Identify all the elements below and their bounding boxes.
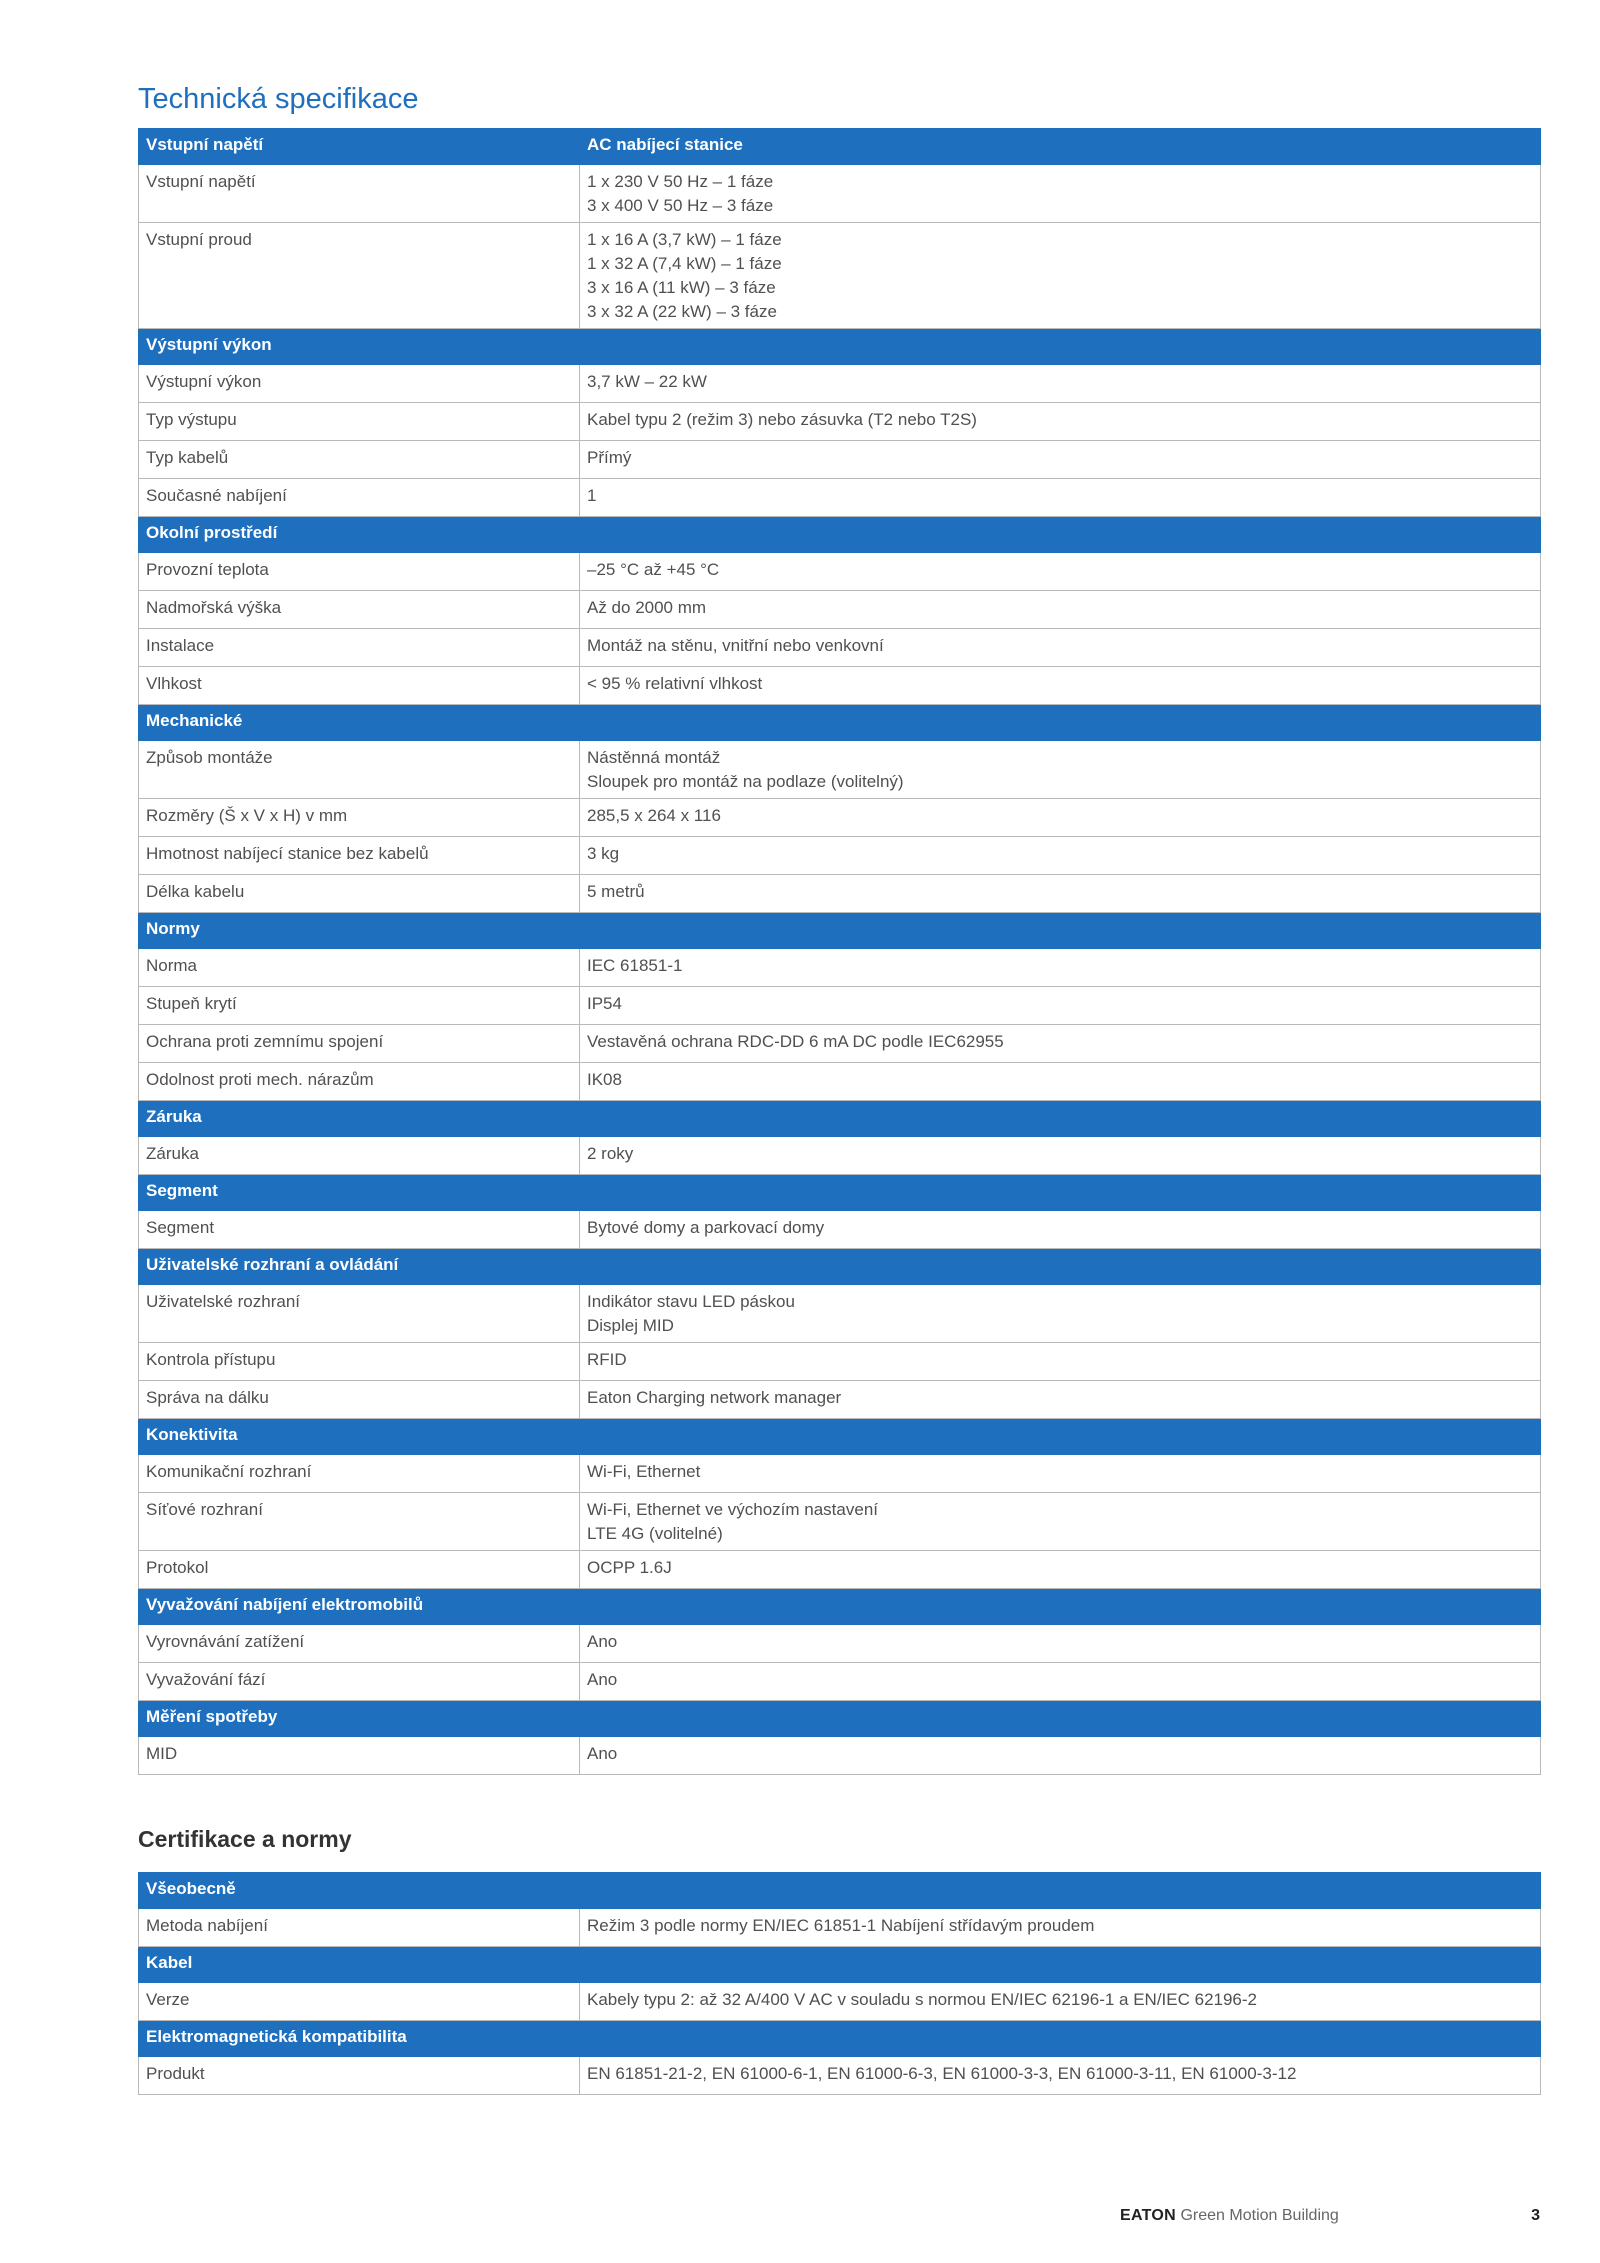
table-row — [139, 1285, 1541, 1343]
row-label: Vlhkost — [139, 667, 580, 705]
row-value-line: 5 metrů — [587, 882, 645, 901]
footer-product: Green Motion Building — [1180, 2207, 1339, 2224]
section-header: Kabel — [139, 1947, 580, 1983]
row-value — [580, 165, 1541, 223]
row-value — [580, 1381, 1541, 1419]
section-header-value — [580, 517, 1541, 553]
table-row — [139, 741, 1541, 799]
row-value-line: Indikátor stavu LED páskou — [587, 1292, 795, 1311]
section-header: Normy — [139, 913, 580, 949]
row-label: Metoda nabíjení — [139, 1909, 580, 1947]
row-label: Současné nabíjení — [139, 479, 580, 517]
table-row — [139, 1493, 1541, 1551]
row-value-line: Wi-Fi, Ethernet ve výchozím nastavení — [587, 1500, 878, 1519]
table-row — [139, 1983, 1541, 2021]
spec-table — [138, 128, 1541, 1775]
section-header: Vyvažování nabíjení elektromobilů — [139, 1589, 580, 1625]
row-value-line: Přímý — [587, 448, 632, 467]
section-header-row — [139, 329, 1541, 365]
table-row — [139, 987, 1541, 1025]
row-value-line: 1 x 230 V 50 Hz – 1 fáze — [587, 172, 774, 191]
row-value-line: –25 °C až +45 °C — [587, 560, 720, 579]
table-row — [139, 629, 1541, 667]
row-label: Výstupní výkon — [139, 365, 580, 403]
table-row — [139, 875, 1541, 913]
table-row — [139, 441, 1541, 479]
section-header: Elektromagnetická kompatibilita — [139, 2021, 580, 2057]
row-label: Instalace — [139, 629, 580, 667]
row-value-line: 1 x 32 A (7,4 kW) – 1 fáze — [587, 254, 782, 273]
row-label: Hmotnost nabíjecí stanice bez kabelů — [139, 837, 580, 875]
section-header-row — [139, 1175, 1541, 1211]
row-value-line: 1 — [587, 486, 597, 505]
row-value-line: Nástěnná montáž — [587, 748, 721, 767]
row-value-line: IEC 61851-1 — [587, 956, 683, 975]
row-value-line: Režim 3 podle normy EN/IEC 61851-1 Nabíjení střídavým proudem — [587, 1916, 1095, 1935]
footer-brand: EATON — [1120, 2207, 1177, 2224]
table-row — [139, 1063, 1541, 1101]
section-header-row — [139, 129, 1541, 165]
row-label: Ochrana proti zemnímu spojení — [139, 1025, 580, 1063]
section-header-row — [139, 1419, 1541, 1455]
row-label: Nadmořská výška — [139, 591, 580, 629]
row-label: MID — [139, 1737, 580, 1775]
row-value-line: RFID — [587, 1350, 627, 1369]
row-value-line: 3,7 kW – 22 kW — [587, 372, 707, 391]
table-row — [139, 1137, 1541, 1175]
row-value — [580, 591, 1541, 629]
table-row — [139, 365, 1541, 403]
row-value — [580, 553, 1541, 591]
section-header-value: AC nabíjecí stanice — [580, 129, 1541, 165]
row-value-line: Ano — [587, 1632, 618, 1651]
table-row — [139, 553, 1541, 591]
row-value-line: Ano — [587, 1744, 618, 1763]
row-value — [580, 1625, 1541, 1663]
table-row — [139, 1551, 1541, 1589]
row-value-line: IK08 — [587, 1070, 622, 1089]
section-header-value — [580, 1419, 1541, 1455]
table-row — [139, 1625, 1541, 1663]
table-row — [139, 2057, 1541, 2095]
table-row — [139, 591, 1541, 629]
row-label: Vstupní proud — [139, 223, 580, 329]
row-value-line: 3 x 16 A (11 kW) – 3 fáze — [587, 278, 776, 297]
row-label: Vyrovnávání zatížení — [139, 1625, 580, 1663]
section-header-value — [580, 1873, 1541, 1909]
row-label: Verze — [139, 1983, 580, 2021]
section-header: Uživatelské rozhraní a ovládání — [139, 1249, 580, 1285]
section-header-row — [139, 517, 1541, 553]
page-title: Technická specifikace — [138, 83, 419, 116]
row-value — [580, 1343, 1541, 1381]
row-label: Provozní teplota — [139, 553, 580, 591]
row-value-line: EN 61851-21-2, EN 61000-6-1, EN 61000-6-3, EN 61000-3-3, EN 61000-3-11, EN 61000-3-12 — [587, 2064, 1297, 2083]
table-row — [139, 949, 1541, 987]
row-label: Segment — [139, 1211, 580, 1249]
row-value — [580, 1025, 1541, 1063]
row-label: Vyvažování fází — [139, 1663, 580, 1701]
row-value-line: Eaton Charging network manager — [587, 1388, 842, 1407]
row-value-line: LTE 4G (volitelné) — [587, 1524, 723, 1543]
row-value-line: < 95 % relativní vlhkost — [587, 674, 763, 693]
table-row — [139, 1211, 1541, 1249]
section-header-row — [139, 705, 1541, 741]
row-label: Délka kabelu — [139, 875, 580, 913]
row-value-line: 3 x 32 A (22 kW) – 3 fáze — [587, 302, 777, 321]
row-value — [580, 2057, 1541, 2095]
table-row — [139, 1025, 1541, 1063]
section-header: Segment — [139, 1175, 580, 1211]
section-header: Konektivita — [139, 1419, 580, 1455]
row-value-line: Wi-Fi, Ethernet — [587, 1462, 701, 1481]
section-header-row — [139, 1589, 1541, 1625]
row-value-line: Kabely typu 2: až 32 A/400 V AC v souladu s normou EN/IEC 62196-1 a EN/IEC 62196-2 — [587, 1990, 1258, 2009]
table-row — [139, 403, 1541, 441]
row-value-line: IP54 — [587, 994, 622, 1013]
row-label: Protokol — [139, 1551, 580, 1589]
row-value — [580, 1663, 1541, 1701]
row-value — [580, 1551, 1541, 1589]
row-value-line: Montáž na stěnu, vnitřní nebo venkovní — [587, 636, 884, 655]
row-label: Typ výstupu — [139, 403, 580, 441]
row-value-line: 285,5 x 264 x 116 — [587, 806, 721, 825]
row-value-line: Kabel typu 2 (režim 3) nebo zásuvka (T2 nebo T2S) — [587, 410, 977, 429]
row-label: Správa na dálku — [139, 1381, 580, 1419]
section-header-row — [139, 1101, 1541, 1137]
table-row — [139, 1663, 1541, 1701]
table-row — [139, 1381, 1541, 1419]
row-value-line: Bytové domy a parkovací domy — [587, 1218, 825, 1237]
section-header-value — [580, 1701, 1541, 1737]
row-value — [580, 1137, 1541, 1175]
table-row — [139, 1909, 1541, 1947]
table-row — [139, 1455, 1541, 1493]
row-value — [580, 629, 1541, 667]
section-header-value — [580, 1947, 1541, 1983]
row-value-line: Vestavěná ochrana RDC-DD 6 mA DC podle IEC62955 — [587, 1032, 1004, 1051]
section-header-value — [580, 329, 1541, 365]
row-value-line: 2 roky — [587, 1144, 634, 1163]
section-header-value — [580, 1249, 1541, 1285]
section-header-value — [580, 2021, 1541, 2057]
section-header: Všeobecně — [139, 1873, 580, 1909]
section-header-row — [139, 1701, 1541, 1737]
row-value — [580, 875, 1541, 913]
row-value-line: 1 x 16 A (3,7 kW) – 1 fáze — [587, 230, 782, 249]
row-value — [580, 1909, 1541, 1947]
row-value — [580, 741, 1541, 799]
section-header-row — [139, 2021, 1541, 2057]
row-label: Odolnost proti mech. nárazům — [139, 1063, 580, 1101]
row-value — [580, 1285, 1541, 1343]
table-row — [139, 799, 1541, 837]
row-label: Uživatelské rozhraní — [139, 1285, 580, 1343]
page-footer — [1120, 2207, 1540, 2225]
row-value — [580, 837, 1541, 875]
section-header: Okolní prostředí — [139, 517, 580, 553]
row-value-line: Ano — [587, 1670, 618, 1689]
row-value-line: Až do 2000 mm — [587, 598, 707, 617]
row-value — [580, 799, 1541, 837]
row-value-line: Sloupek pro montáž na podlaze (volitelný) — [587, 772, 904, 791]
row-value — [580, 1493, 1541, 1551]
row-label: Produkt — [139, 2057, 580, 2095]
row-value — [580, 1737, 1541, 1775]
row-value — [580, 1063, 1541, 1101]
row-label: Vstupní napětí — [139, 165, 580, 223]
row-label: Síťové rozhraní — [139, 1493, 580, 1551]
section-header: Měření spotřeby — [139, 1701, 580, 1737]
row-value — [580, 949, 1541, 987]
section-header-value — [580, 1101, 1541, 1137]
table-row — [139, 165, 1541, 223]
table-row — [139, 667, 1541, 705]
section-header: Mechanické — [139, 705, 580, 741]
section-header: Záruka — [139, 1101, 580, 1137]
row-value — [580, 1455, 1541, 1493]
row-value — [580, 441, 1541, 479]
table-row — [139, 479, 1541, 517]
row-value — [580, 1211, 1541, 1249]
row-label: Typ kabelů — [139, 441, 580, 479]
row-value-line: Displej MID — [587, 1316, 674, 1335]
table-row — [139, 1343, 1541, 1381]
table-row — [139, 837, 1541, 875]
section-header-value — [580, 705, 1541, 741]
section-header-row — [139, 1947, 1541, 1983]
section-header-row — [139, 913, 1541, 949]
row-value — [580, 987, 1541, 1025]
row-value — [580, 667, 1541, 705]
cert-section-title: Certifikace a normy — [138, 1826, 352, 1852]
row-label: Způsob montáže — [139, 741, 580, 799]
section-header-row — [139, 1873, 1541, 1909]
row-value-line: 3 kg — [587, 844, 620, 863]
row-value-line: 3 x 400 V 50 Hz – 3 fáze — [587, 196, 774, 215]
row-label: Rozměry (Š x V x H) v mm — [139, 799, 580, 837]
table-row — [139, 1737, 1541, 1775]
section-header: Vstupní napětí — [139, 129, 580, 165]
row-value-line: OCPP 1.6J — [587, 1558, 672, 1577]
row-label: Komunikační rozhraní — [139, 1455, 580, 1493]
section-header-row — [139, 1249, 1541, 1285]
section-header: Výstupní výkon — [139, 329, 580, 365]
row-value — [580, 223, 1541, 329]
row-value — [580, 403, 1541, 441]
cert-table — [138, 1872, 1541, 2095]
row-value — [580, 479, 1541, 517]
page-number: 3 — [1531, 2207, 1540, 2224]
section-header-value — [580, 1175, 1541, 1211]
row-value — [580, 365, 1541, 403]
row-label: Kontrola přístupu — [139, 1343, 580, 1381]
section-header-value — [580, 1589, 1541, 1625]
row-label: Stupeň krytí — [139, 987, 580, 1025]
row-label: Norma — [139, 949, 580, 987]
row-label: Záruka — [139, 1137, 580, 1175]
section-header-value — [580, 913, 1541, 949]
table-row — [139, 223, 1541, 329]
row-value — [580, 1983, 1541, 2021]
